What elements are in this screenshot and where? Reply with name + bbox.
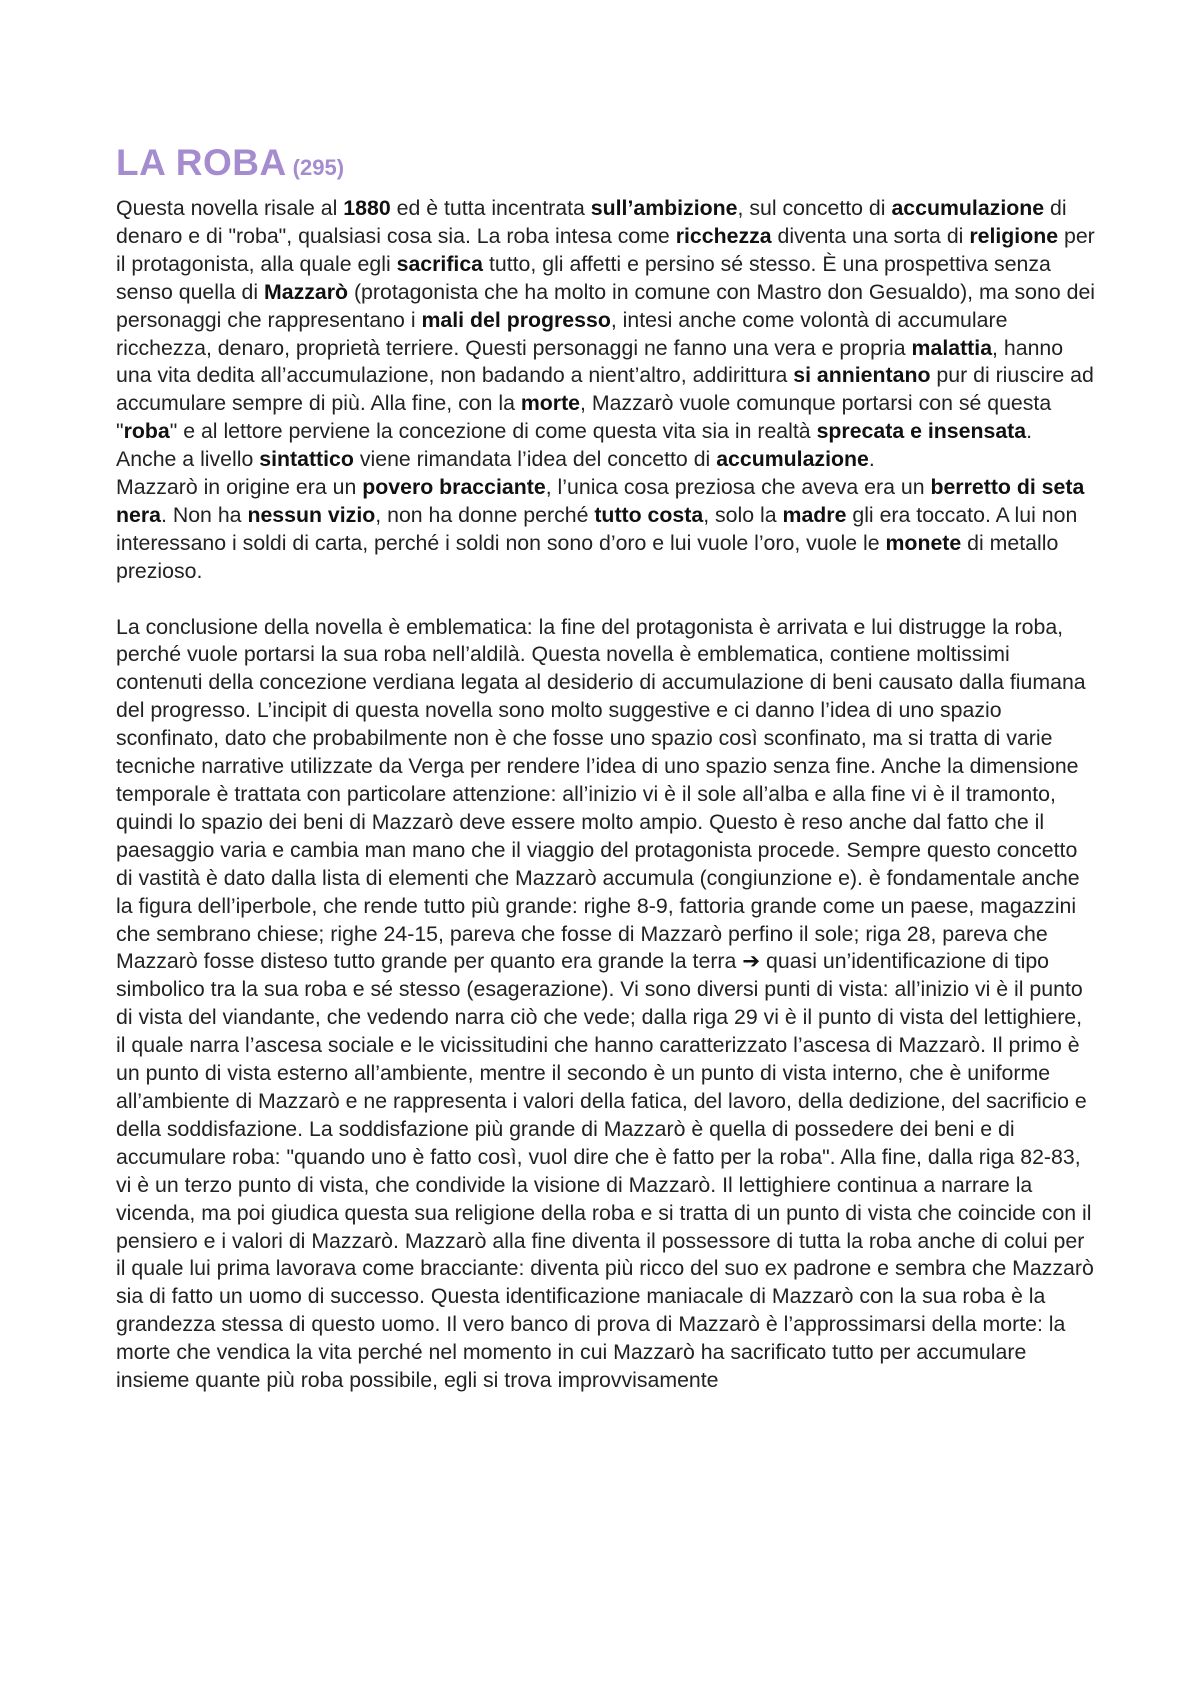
- bold-term: mali del progresso: [421, 307, 611, 332]
- text-run: . Anche a livello: [116, 419, 1033, 472]
- text-run: , hanno una vita dedita all’accumulazione, non badando a nient’altro, addirittura: [116, 335, 1064, 388]
- text-run: . Non ha: [161, 502, 248, 527]
- bold-term: si annientano: [793, 363, 931, 388]
- title-page-reference: (295): [292, 155, 345, 180]
- bold-term: povero bracciante: [362, 475, 546, 500]
- text-run: gli era toccato. A lui non interessano i soldi di carta, perché i soldi non sono d’oro e lui vuole l’oro, vuole le: [116, 502, 1078, 555]
- title-text: LA ROBA: [116, 142, 287, 183]
- text-run: ed è tutta incentrata: [390, 196, 591, 220]
- text-run: , intesi anche come volontà di accumulare ricchezza, denaro, proprietà terriere. Questi personaggi ne fanno una vera e propria: [116, 307, 1008, 360]
- text-run: diventa una sorta di: [771, 223, 970, 248]
- text-run: , non ha donne perché: [375, 502, 595, 527]
- paragraph-conclusion: [116, 614, 1096, 1395]
- bold-term: ricchezza: [675, 223, 772, 248]
- text-run: Mazzarò in origine era un: [116, 475, 363, 500]
- bold-term: tutto costa: [594, 502, 704, 527]
- bold-term: accumulazione: [716, 447, 869, 472]
- bold-term: morte: [520, 391, 581, 416]
- bold-term: sprecata e insensata: [816, 419, 1027, 444]
- bold-term: madre: [782, 502, 847, 527]
- text-run: viene rimandata l’idea del concetto di: [353, 447, 717, 472]
- bold-term: nessun vizio: [247, 502, 376, 527]
- bold-term: ➔: [742, 949, 761, 974]
- bold-term: roba: [123, 419, 170, 444]
- text-run: , sul concetto di: [737, 196, 892, 220]
- text-run: pur di riuscire ad accumulare sempre di più. Alla fine, con la: [116, 363, 1094, 416]
- bold-term: Mazzarò: [264, 279, 349, 304]
- text-run: , l’unica cosa preziosa che aveva era un: [545, 475, 931, 500]
- text-run: di denaro e di "roba", qualsiasi cosa sia. La roba intesa come: [116, 196, 1067, 248]
- bold-term: religione: [969, 223, 1059, 248]
- text-run: quasi un’identificazione di tipo simbolico tra la sua roba e sé stesso (esagerazione). Vi sono diversi punti di vista: all’inizio vi è il punto di vista del viandante, che vedendo narra ciò che vede; dalla riga 29 vi è il punto di vista del lettighiere, il quale narra l’ascesa sociale e le vicissitudini che hanno caratterizzato l’ascesa di Mazzarò. Il primo è un punto di vista esterno all’ambiente, mentre il secondo è un punto di vista interno, che è uniforme all’ambiente di Mazzarò e ne rappresenta i valori della fatica, del lavoro, della dedizione, del sacrificio e della soddisfazione. La soddisfazione più grande di Mazzarò è quella di possedere dei beni e di accumulare roba: "quando uno è fatto così, vuol dire che è fatto per la roba". Alla fine, dalla riga 82-83, vi è un terzo punto di vista, che condivide la visione di Mazzarò. Il lettighiere continua a narrare la vicenda, ma poi giudica questa sua religione della roba e si tratta di un punto di vista che coincide con il pensiero e i valori di Mazzarò. Mazzarò alla fine diventa il possessore di tutta la roba anche di colui per il quale lui prima lavorava come bracciante: diventa più ricco del suo ex padrone e sembra che Mazzarò sia di fatto un uomo di successo. Questa identificazione maniacale di Mazzarò con la sua roba è la grandezza stessa di questo uomo. Il vero banco di prova di Mazzarò è l’approssimarsi della morte: la morte che vendica la vita perché nel momento in cui Mazzarò ha sacrificato tutto per accumulare insieme quante più roba possibile, egli si trova improvvisamente: [116, 949, 1094, 1393]
- bold-term: monete: [885, 530, 962, 555]
- bold-term: sacrifica: [396, 251, 484, 276]
- text-run: , solo la: [703, 502, 783, 527]
- text-run: (protagonista che ha molto in comune con Mastro don Gesualdo), ma sono dei personaggi che rappresentano i: [116, 279, 1096, 332]
- text-run: , Mazzarò vuole comunque portarsi con sé questa ": [116, 391, 1052, 444]
- document-title: [116, 140, 1096, 191]
- bold-term: accumulazione: [891, 196, 1045, 220]
- text-run: Questa novella risale al: [116, 196, 344, 220]
- text-run: La conclusione della novella è emblematica: la fine del protagonista è arrivata e lui distrugge la roba, perché vuole portarsi la sua roba nell’aldilà. Questa novella è emblematica, contiene moltissimi contenuti della concezione verdiana legata al desiderio di accumulazione di beni causato dalla fiumana del progresso. L’incipit di questa novella sono molto suggestive e ci danno l’idea di uno spazio sconfinato, dato che probabilmente non è che fosse uno spazio così sconfinato, ma si tratta di varie tecniche narrative utilizzate da Verga per rendere l’idea di uno spazio senza fine. Anche la dimensione temporale è trattata con particolare attenzione: all’inizio vi è il sole all’alba e alla fine vi è il tramonto, quindi lo spazio dei beni di Mazzarò deve essere molto ampio. Questo è reso anche dal fatto che il paesaggio varia e cambia man mano che il viaggio del protagonista procede. Sempre questo concetto di vastità è dato dalla lista di elementi che Mazzarò accumula (congiunzione e). è fondamentale anche la figura dell’iperbole, che rende tutto più grande: righe 8-9, fattoria grande come un paese, magazzini che sembrano chiese; righe 24-15, pareva che fosse di Mazzarò perfino il sole; riga 28, pareva che Mazzarò fosse disteso tutto grande per quanto era grande la terra: [116, 614, 1086, 974]
- document-page: [116, 140, 1096, 1395]
- text-run: per il protagonista, alla quale egli: [116, 223, 1095, 276]
- paragraph-spacer: [116, 586, 1096, 614]
- text-run: tutto, gli affetti e persino sé stesso. È una prospettiva senza senso quella di: [116, 251, 1051, 304]
- paragraph-mazzaro-origin: [116, 474, 1096, 586]
- bold-term: sintattico: [259, 447, 354, 472]
- paragraph-intro: [116, 195, 1096, 474]
- bold-term: sull’ambizione: [590, 196, 738, 220]
- bold-term: berretto di seta nera: [116, 475, 1085, 527]
- text-run: .: [868, 447, 875, 472]
- bold-term: malattia: [911, 335, 993, 360]
- text-run: " e al lettore perviene la concezione di come questa vita sia in realtà: [169, 419, 817, 444]
- text-run: di metallo prezioso.: [116, 530, 1059, 583]
- bold-term: 1880: [343, 196, 391, 220]
